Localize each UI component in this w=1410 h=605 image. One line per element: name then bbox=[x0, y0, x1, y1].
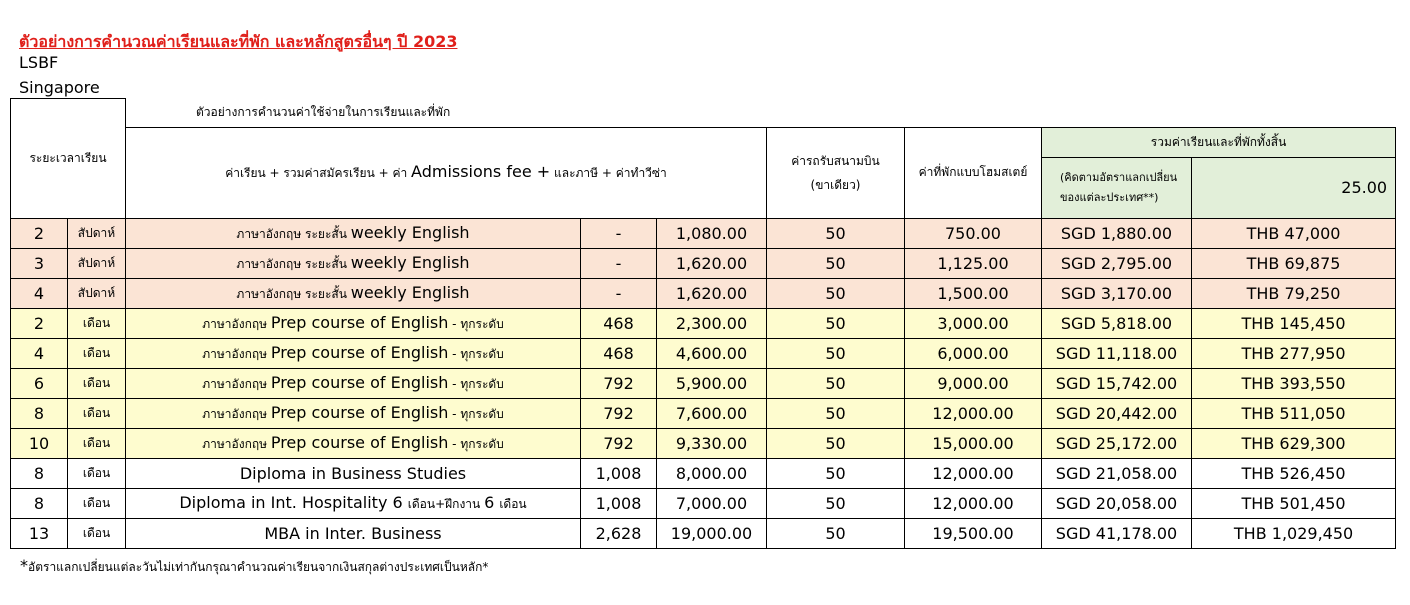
cell-text: weekly English bbox=[350, 282, 470, 302]
table-cell bbox=[126, 368, 581, 398]
table-cell: สัปดาห์ bbox=[68, 218, 126, 248]
table-cell: - bbox=[581, 218, 657, 248]
table-cell bbox=[126, 278, 581, 308]
table-cell: 4,600.00 bbox=[657, 338, 767, 368]
table-cell: 792 bbox=[581, 398, 657, 428]
table-cell: เดือน bbox=[68, 458, 126, 488]
cell-text: ภาษาอังกฤษ ระยะสั้น bbox=[236, 226, 351, 241]
cell-text: * bbox=[20, 556, 28, 575]
table-cell: 792 bbox=[581, 368, 657, 398]
cell-text: Diploma in Int. Hospitality 6 bbox=[179, 492, 408, 512]
airport-header: ค่ารถรับสนามบิน (ขาเดียว) bbox=[767, 127, 905, 218]
table-cell: SGD 1,880.00 bbox=[1042, 218, 1192, 248]
table-row bbox=[11, 458, 1396, 488]
table-cell: 1,008 bbox=[581, 488, 657, 518]
table-cell: 7,600.00 bbox=[657, 398, 767, 428]
table-cell: 792 bbox=[581, 428, 657, 458]
table-cell bbox=[126, 248, 581, 278]
table-cell: 8 bbox=[11, 458, 68, 488]
table-cell: 1,008 bbox=[581, 458, 657, 488]
table-cell: 50 bbox=[767, 248, 905, 278]
table-cell: SGD 25,172.00 bbox=[1042, 428, 1192, 458]
table-cell: 750.00 bbox=[905, 218, 1042, 248]
table-cell: 50 bbox=[767, 428, 905, 458]
table-row bbox=[11, 278, 1396, 308]
table-cell: SGD 2,795.00 bbox=[1042, 248, 1192, 278]
cell-text: Prep course of English bbox=[270, 432, 449, 452]
table-cell: SGD 3,170.00 bbox=[1042, 278, 1192, 308]
table-cell: 50 bbox=[767, 338, 905, 368]
table-cell: เดือน bbox=[68, 308, 126, 338]
table-cell: THB 47,000 bbox=[1192, 218, 1396, 248]
table-cell: SGD 41,178.00 bbox=[1042, 518, 1192, 548]
table-cell: SGD 15,742.00 bbox=[1042, 368, 1192, 398]
cell-text: weekly English bbox=[350, 222, 470, 242]
cell-text: Admissions fee + bbox=[411, 162, 551, 181]
table-cell: 50 bbox=[767, 308, 905, 338]
table-cell: 8,000.00 bbox=[657, 458, 767, 488]
example-costs-header: ตัวอย่างการคำนวนค่าใช้จ่ายในการเรียนและที่พัก bbox=[126, 99, 1396, 128]
table-cell: 5,900.00 bbox=[657, 368, 767, 398]
table-cell: SGD 11,118.00 bbox=[1042, 338, 1192, 368]
cell-text: 6 bbox=[484, 492, 500, 512]
city-name: Singapore bbox=[19, 78, 100, 97]
cell-text: - ทุกระดับ bbox=[448, 406, 504, 421]
cell-text: อัตราแลกเปลี่ยนแต่ละวันไม่เท่ากันกรุณาคำนวณค่าเรียนจากเงินสกุลต่างประเทศเป็นหลัก* bbox=[28, 560, 489, 574]
cell-text: เดือน+ฝึกงาน bbox=[407, 496, 485, 511]
cell-text: - ทุกระดับ bbox=[448, 316, 504, 331]
table-cell: THB 629,300 bbox=[1192, 428, 1396, 458]
cell-text: และภาษี + ค่าทำวีซ่า bbox=[550, 166, 667, 180]
table-cell bbox=[126, 428, 581, 458]
table-cell: 4 bbox=[11, 338, 68, 368]
cell-text: Prep course of English bbox=[270, 312, 449, 332]
table-cell: 12,000.00 bbox=[905, 398, 1042, 428]
table-cell: SGD 20,058.00 bbox=[1042, 488, 1192, 518]
table-cell: 3 bbox=[11, 248, 68, 278]
table-cell: 8 bbox=[11, 398, 68, 428]
total-header: รวมค่าเรียนและที่พักทั้งสิ้น bbox=[1042, 127, 1396, 157]
table-cell: 2 bbox=[11, 308, 68, 338]
table-cell bbox=[126, 308, 581, 338]
fees-header bbox=[126, 127, 767, 218]
cell-text: ค่าเรียน + รวมค่าสมัครเรียน + ค่า bbox=[225, 166, 412, 180]
table-row bbox=[11, 398, 1396, 428]
cell-text: ภาษาอังกฤษ bbox=[202, 376, 271, 391]
cell-text: ภาษาอังกฤษ bbox=[202, 316, 271, 331]
table-row bbox=[11, 338, 1396, 368]
table-cell: 1,080.00 bbox=[657, 218, 767, 248]
table-cell: THB 393,550 bbox=[1192, 368, 1396, 398]
exchange-rate: 25.00 bbox=[1192, 157, 1396, 218]
cell-text: - ทุกระดับ bbox=[448, 436, 504, 451]
table-cell: 15,000.00 bbox=[905, 428, 1042, 458]
table-cell: 6 bbox=[11, 368, 68, 398]
table-cell: Diploma in Business Studies bbox=[126, 458, 581, 488]
table-row bbox=[11, 248, 1396, 278]
cell-text: Prep course of English bbox=[270, 372, 449, 392]
table-cell: SGD 5,818.00 bbox=[1042, 308, 1192, 338]
table-cell: 1,620.00 bbox=[657, 278, 767, 308]
table-cell: 1,125.00 bbox=[905, 248, 1042, 278]
table-cell: THB 277,950 bbox=[1192, 338, 1396, 368]
table-cell: - bbox=[581, 278, 657, 308]
cell-text: เดือน bbox=[499, 496, 527, 511]
table-cell bbox=[126, 398, 581, 428]
rate-note: (คิดตามอัตราแลกเปลี่ยน ของแต่ละประเทศ**) bbox=[1042, 157, 1192, 218]
cell-text: weekly English bbox=[350, 252, 470, 272]
table-row bbox=[11, 308, 1396, 338]
table-cell: 2 bbox=[11, 218, 68, 248]
table-cell: 50 bbox=[767, 398, 905, 428]
page-title: ตัวอย่างการคำนวณค่าเรียนและที่พัก และหลักสูตรอื่นๆ ปี 2023 bbox=[19, 32, 458, 51]
table-row bbox=[11, 518, 1396, 548]
table-cell: MBA in Inter. Business bbox=[126, 518, 581, 548]
cell-text: ภาษาอังกฤษ bbox=[202, 346, 271, 361]
table-cell: 3,000.00 bbox=[905, 308, 1042, 338]
table-row bbox=[11, 218, 1396, 248]
table-row bbox=[11, 428, 1396, 458]
table-cell: 9,000.00 bbox=[905, 368, 1042, 398]
table-cell: เดือน bbox=[68, 338, 126, 368]
table-cell: 50 bbox=[767, 458, 905, 488]
table-cell bbox=[126, 488, 581, 518]
cell-text: ภาษาอังกฤษ bbox=[202, 406, 271, 421]
table-cell: เดือน bbox=[68, 368, 126, 398]
table-cell: 50 bbox=[767, 278, 905, 308]
cell-text: Prep course of English bbox=[270, 342, 449, 362]
table-cell: 9,330.00 bbox=[657, 428, 767, 458]
table-cell: 50 bbox=[767, 518, 905, 548]
footnote bbox=[20, 556, 488, 577]
table-cell: THB 501,450 bbox=[1192, 488, 1396, 518]
table-cell: 6,000.00 bbox=[905, 338, 1042, 368]
cell-text: Prep course of English bbox=[270, 402, 449, 422]
table-cell: 12,000.00 bbox=[905, 458, 1042, 488]
table-cell: SGD 20,442.00 bbox=[1042, 398, 1192, 428]
table-cell: 7,000.00 bbox=[657, 488, 767, 518]
table-cell: THB 511,050 bbox=[1192, 398, 1396, 428]
table-cell: 1,620.00 bbox=[657, 248, 767, 278]
table-cell: เดือน bbox=[68, 518, 126, 548]
table-cell: สัปดาห์ bbox=[68, 278, 126, 308]
table-cell: 468 bbox=[581, 338, 657, 368]
cell-text: - ทุกระดับ bbox=[448, 346, 504, 361]
header-row-2 bbox=[11, 127, 1396, 157]
table-row bbox=[11, 368, 1396, 398]
school-name: LSBF bbox=[19, 53, 59, 72]
table-cell: 12,000.00 bbox=[905, 488, 1042, 518]
table-cell: 50 bbox=[767, 218, 905, 248]
table-cell: เดือน bbox=[68, 488, 126, 518]
homestay-header: ค่าที่พักแบบโฮมสเตย์ bbox=[905, 127, 1042, 218]
table-cell: THB 1,029,450 bbox=[1192, 518, 1396, 548]
cell-text: ภาษาอังกฤษ bbox=[202, 436, 271, 451]
table-cell: 4 bbox=[11, 278, 68, 308]
table-cell: 19,500.00 bbox=[905, 518, 1042, 548]
table-cell: 2,628 bbox=[581, 518, 657, 548]
table-cell: THB 79,250 bbox=[1192, 278, 1396, 308]
table-cell: THB 145,450 bbox=[1192, 308, 1396, 338]
cell-text: ภาษาอังกฤษ ระยะสั้น bbox=[236, 286, 351, 301]
table-cell: 13 bbox=[11, 518, 68, 548]
table-cell: 10 bbox=[11, 428, 68, 458]
header-row-1 bbox=[11, 99, 1396, 128]
table-cell: 50 bbox=[767, 488, 905, 518]
cell-text: ภาษาอังกฤษ ระยะสั้น bbox=[236, 256, 351, 271]
table-cell bbox=[126, 338, 581, 368]
table-cell: เดือน bbox=[68, 428, 126, 458]
table-cell: SGD 21,058.00 bbox=[1042, 458, 1192, 488]
duration-header: ระยะเวลาเรียน bbox=[11, 99, 126, 219]
table-cell: 468 bbox=[581, 308, 657, 338]
table-cell: THB 526,450 bbox=[1192, 458, 1396, 488]
table-cell: - bbox=[581, 248, 657, 278]
cell-text: - ทุกระดับ bbox=[448, 376, 504, 391]
cost-table bbox=[10, 98, 1396, 549]
table-cell: THB 69,875 bbox=[1192, 248, 1396, 278]
table-cell: 2,300.00 bbox=[657, 308, 767, 338]
table-cell bbox=[126, 218, 581, 248]
table-cell: 19,000.00 bbox=[657, 518, 767, 548]
table-cell: เดือน bbox=[68, 398, 126, 428]
table-cell: 50 bbox=[767, 368, 905, 398]
table-cell: สัปดาห์ bbox=[68, 248, 126, 278]
table-row bbox=[11, 488, 1396, 518]
table-cell: 1,500.00 bbox=[905, 278, 1042, 308]
table-cell: 8 bbox=[11, 488, 68, 518]
